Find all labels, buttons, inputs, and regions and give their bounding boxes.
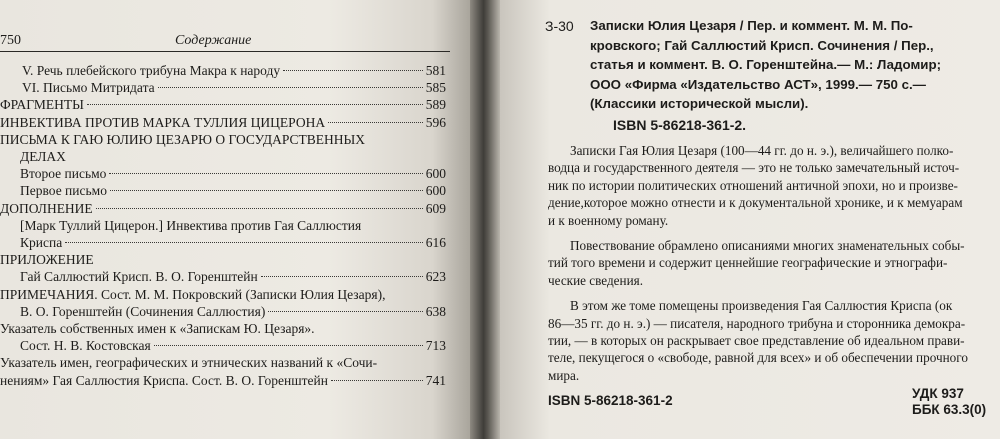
toc-leader-dots: [154, 345, 423, 346]
annotation-line: мира.: [548, 367, 580, 383]
annotation-line: ческие сведения.: [548, 272, 644, 288]
toc-entry-page: 600: [425, 166, 446, 182]
toc-leader-dots: [109, 173, 422, 174]
toc-entry: [0, 234, 446, 251]
udk-code: УДК 937: [912, 386, 964, 401]
toc-entry: ПИСЬМА К ГАЮ ЮЛИЮ ЦЕЗАРЮ О ГОСУДАРСТВЕННЫХ: [0, 131, 366, 147]
toc-entry-page: 585: [425, 80, 446, 96]
bibliographic-record: [590, 16, 1000, 114]
toc-leader-dots: [261, 276, 423, 277]
annotation-line: дение,которое можно отнести и к документальной хронике, и к мемуарам: [548, 195, 963, 211]
annotation-line: ник по истории политических отношений античной эпохи, но и произве-: [548, 177, 958, 193]
annotation-line: 86—35 гг. до н. э.) — писателя, народного трибуна и сторонника демокра-: [548, 315, 966, 331]
toc-entry-page: 596: [425, 114, 446, 130]
toc-entry-title: VI. Письмо Митридата: [22, 80, 155, 96]
toc-entry: ДЕЛАХ: [20, 149, 66, 165]
toc-leader-dots: [65, 242, 423, 243]
biblio-line: Записки Юлия Цезаря / Пер. и коммент. М. М. По-: [590, 18, 913, 33]
running-title: Содержание: [175, 33, 252, 48]
isbn-bottom: ISBN 5-86218-361-2: [548, 393, 673, 408]
toc-entry-title: Сост. Н. В. Костовская: [20, 338, 151, 354]
paragraph-gap: [548, 229, 1000, 237]
toc-entry: [0, 79, 446, 96]
toc-entry-title: ФРАГМЕНТЫ: [0, 97, 84, 113]
toc-leader-dots: [158, 87, 423, 88]
catalog-code: З-30: [545, 18, 574, 34]
toc-leader-dots: [283, 70, 423, 71]
toc-entry: Указатель имен, географических и этнических названий к «Сочи-: [0, 355, 378, 371]
toc-entry-title: ИНВЕКТИВА ПРОТИВ МАРКА ТУЛЛИЯ ЦИЦЕРОНА: [0, 114, 326, 130]
biblio-line: кровского; Гай Саллюстий Крисп. Сочинения / Пер.,: [590, 37, 934, 53]
table-of-contents: [0, 62, 446, 389]
biblio-line: ООО «Фирма «Издательство АСТ», 1999.— 750 с.—: [590, 76, 926, 92]
annotation-line: Записки Гая Юлия Цезаря (100—44 гг. до н. э.), величайшего полко-: [570, 143, 954, 158]
biblio-line: статья и коммент. В. О. Горенштейна.— М.: Ладомир;: [590, 57, 942, 73]
book-gutter: [470, 0, 500, 439]
toc-entry-page: 638: [425, 303, 446, 319]
toc-entry-page: 609: [425, 200, 446, 216]
toc-entry: [0, 114, 446, 131]
toc-entry: ПРИМЕЧАНИЯ. Сост. М. М. Покровский (Записки Юлия Цезаря),: [0, 286, 386, 302]
toc-entry-title: нениям» Гая Саллюстия Криспа. Сост. В. О. Горенштейн: [0, 372, 328, 388]
toc-entry: [0, 337, 446, 354]
toc-entry-page: 600: [425, 183, 446, 199]
left-page: [0, 0, 470, 439]
toc-entry-page: 623: [425, 269, 446, 285]
toc-leader-dots: [328, 122, 423, 123]
toc-entry-page: 616: [425, 235, 446, 251]
page-number: 750: [0, 33, 21, 48]
toc-leader-dots: [96, 208, 423, 209]
toc-entry: [0, 200, 446, 217]
toc-entry-page: 581: [425, 63, 446, 78]
toc-entry-title: В. О. Горенштейн (Сочинения Саллюстия): [20, 303, 266, 319]
annotation-line: водца и государственного деятеля — это не только замечательный источ-: [548, 160, 960, 176]
toc-entry-title: ДОПОЛНЕНИЕ: [0, 200, 93, 216]
toc-entry-title: Второе письмо: [20, 166, 107, 182]
toc-leader-dots: [331, 380, 423, 381]
annotation-line: тий того времени и содержит ценнейшие географические и этнографи-: [548, 255, 948, 271]
toc-entry-title: Гай Саллюстий Крисп. В. О. Горенштейн: [20, 269, 258, 285]
toc-leader-dots: [110, 190, 423, 191]
toc-entry-title: Первое письмо: [20, 183, 107, 199]
annotation-line: Повествование обрамлено описаниями многих знаменательных собы-: [570, 238, 965, 254]
toc-leader-dots: [268, 311, 422, 312]
toc-entry: [Марк Туллий Цицерон.] Инвектива против Гая Саллюстия: [20, 217, 362, 233]
annotation-line: и к военному роману.: [548, 212, 669, 228]
toc-entry: Указатель собственных имен к «Запискам Ю. Цезаря».: [0, 321, 315, 337]
toc-entry-page: 713: [425, 338, 446, 354]
toc-entry: ПРИЛОЖЕНИЕ: [0, 252, 94, 268]
toc-entry: [0, 303, 446, 320]
biblio-line: (Классики исторической мысли).: [590, 96, 809, 112]
toc-entry-title: V. Речь плебейского трибуна Макра к народу: [22, 63, 281, 78]
isbn-top: ISBN 5-86218-361-2.: [613, 117, 747, 133]
annotation-line: тии, — в которых он раскрывает свое представление об идеальном прави-: [548, 333, 965, 349]
annotation-line: теле, пекущегося о «свободе, равной для всех» и об обеспечении прочного: [548, 350, 968, 366]
toc-leader-dots: [87, 104, 423, 105]
bbk-code: ББК 63.3(0): [912, 402, 987, 417]
running-head: [0, 31, 450, 52]
classification-codes: [912, 386, 986, 418]
toc-entry: [0, 62, 446, 79]
toc-entry-title: Криспа: [20, 235, 63, 251]
toc-entry: [0, 96, 446, 113]
toc-entry: [0, 182, 446, 199]
annotation-line: В этом же томе помещены произведения Гая Саллюстия Криспа (ок: [570, 298, 953, 314]
annotation: [548, 142, 1000, 384]
paragraph-gap: [548, 289, 1000, 297]
toc-entry: [0, 165, 446, 182]
toc-entry-page: 741: [425, 372, 446, 388]
toc-entry-page: 589: [425, 97, 446, 113]
toc-entry: [0, 268, 446, 285]
toc-entry: [0, 372, 446, 389]
